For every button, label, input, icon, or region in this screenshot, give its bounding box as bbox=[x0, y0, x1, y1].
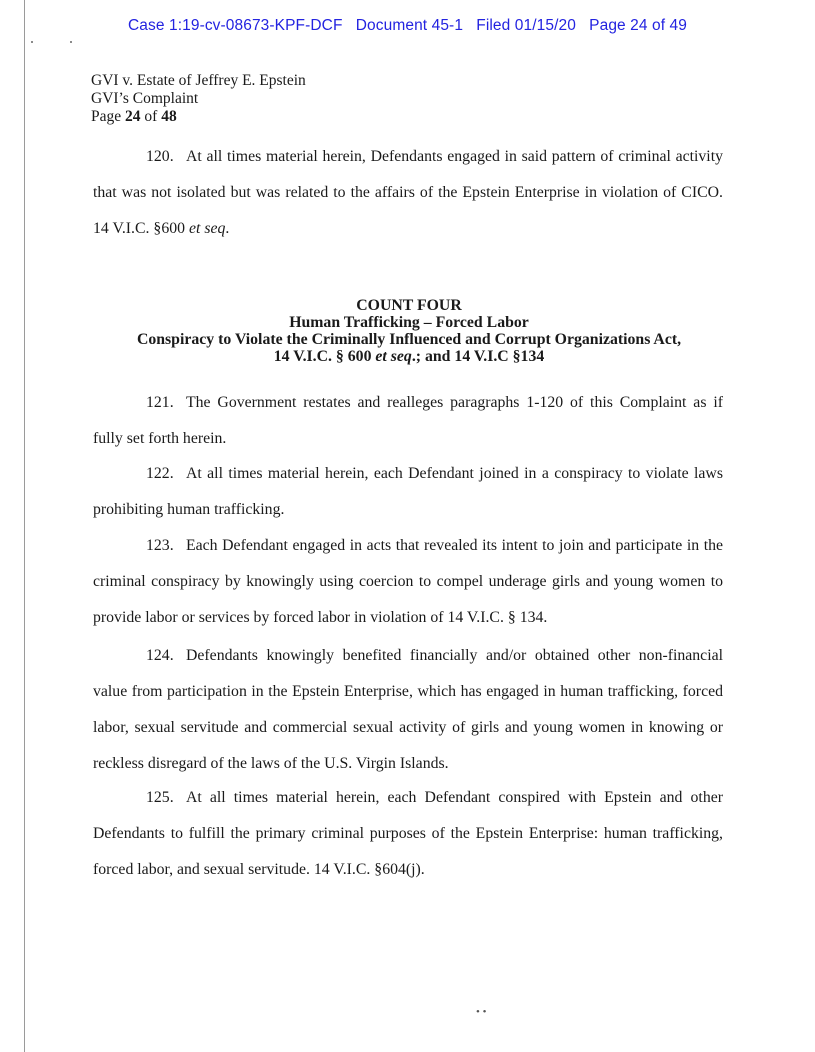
caption-page-number: 24 bbox=[125, 108, 141, 125]
caption-page-line: Page 24 of 48 bbox=[91, 108, 177, 125]
count-description: Conspiracy to Violate the Criminally Influenced and Corrupt Organizations Act, bbox=[136, 331, 682, 348]
paragraph-number: 122. bbox=[146, 465, 174, 482]
paragraph-number: 125. bbox=[146, 789, 174, 806]
filed-date: Filed 01/15/20 bbox=[476, 17, 576, 34]
caption-page-total: 48 bbox=[161, 108, 177, 125]
paragraph-number: 123. bbox=[146, 537, 174, 554]
count-four-heading bbox=[93, 297, 725, 365]
paragraph-number: 121. bbox=[146, 394, 174, 411]
paragraph-121: 121. The Government restates and realleges paragraphs 1-120 of this Complaint as if fully set forth herein. bbox=[93, 385, 723, 457]
scan-speck bbox=[31, 41, 33, 43]
paragraph-123: 123. Each Defendant engaged in acts that revealed its intent to join and participate in the criminal conspiracy by knowingly using coercion to compel underage girls and young women to provide labor or services by forced labor in violation of 14 V.I.C. § 134. bbox=[93, 528, 723, 636]
document-number: Document 45-1 bbox=[355, 17, 464, 34]
count-citation: 14 V.I.C. § 600 et seq.; and 14 V.I.C §134 bbox=[273, 348, 545, 365]
paragraph-number: 120. bbox=[146, 148, 174, 165]
caption-document-title: GVI’s Complaint bbox=[91, 90, 199, 107]
paragraph-number: 124. bbox=[146, 647, 174, 664]
case-number: Case 1:19-cv-08673-KPF-DCF bbox=[128, 17, 343, 34]
ecf-header-stamp bbox=[0, 17, 815, 35]
count-title: COUNT FOUR bbox=[356, 297, 462, 314]
scan-speck bbox=[70, 41, 72, 43]
caption-case-title: GVI v. Estate of Jeffrey E. Epstein bbox=[91, 72, 306, 89]
paragraph-122: 122. At all times material herein, each Defendant joined in a conspiracy to violate laws prohibiting human trafficking. bbox=[93, 456, 723, 528]
scan-left-margin-line bbox=[24, 0, 25, 1052]
count-subtitle: Human Trafficking – Forced Labor bbox=[289, 314, 529, 331]
page-indicator: Page 24 of 49 bbox=[589, 17, 687, 34]
paragraph-124: 124. Defendants knowingly benefited financially and/or obtained other non-financial value from participation in the Epstein Enterprise, which has engaged in human trafficking, forced labor, sexual servitude and commercial sexual activity of girls and young women in knowing or reckless disregard of the laws of the U.S. Virgin Islands. bbox=[93, 638, 723, 782]
paragraph-125: 125. At all times material herein, each Defendant conspired with Epstein and other Defendants to fulfill the primary criminal purposes of the Epstein Enterprise: human trafficking, forced labor, and sexual servitude. 14 V.I.C. §604(j). bbox=[93, 780, 723, 888]
paragraph-120: 120. At all times material herein, Defendants engaged in said pattern of criminal activity that was not isolated but was related to the affairs of the Epstein Enterprise in violation of CICO. 14 V.I.C. §600 et seq. bbox=[93, 139, 723, 247]
footer-scan-mark: • • bbox=[476, 1006, 487, 1018]
document-caption bbox=[91, 72, 306, 126]
